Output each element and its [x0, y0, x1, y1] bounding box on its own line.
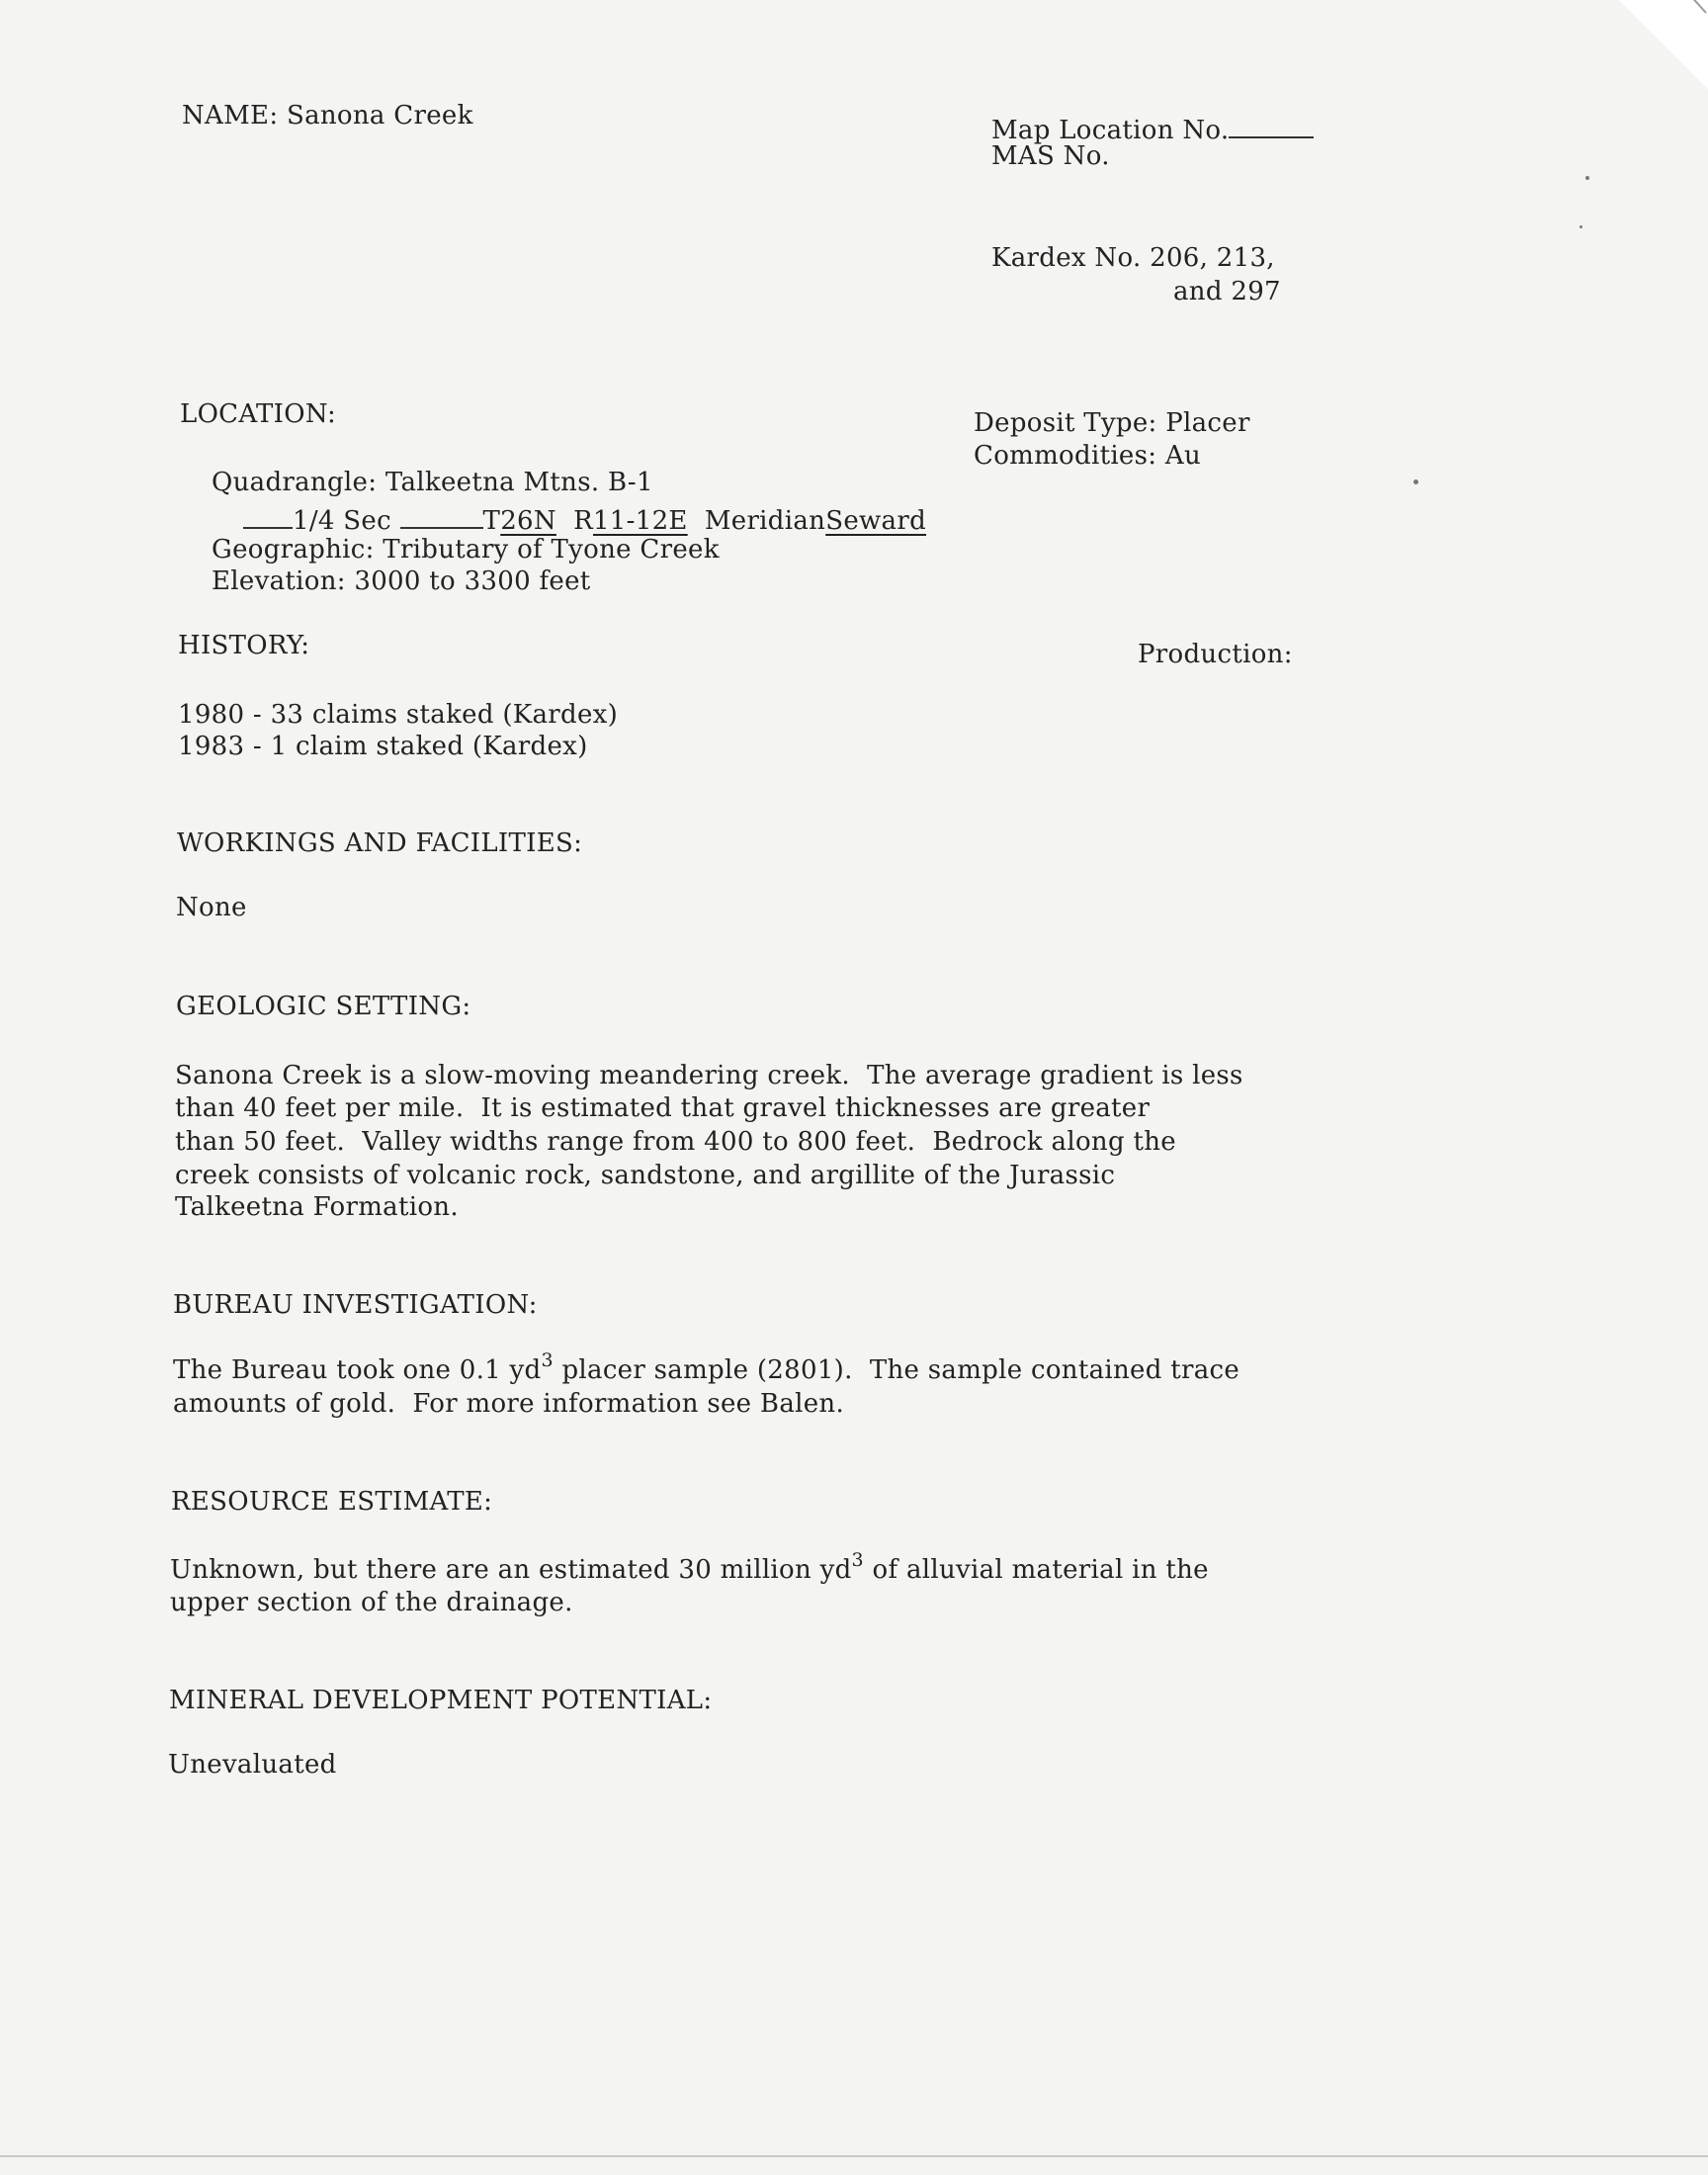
geographic-label: Geographic:: [212, 535, 375, 565]
kardex-field: [991, 241, 1275, 275]
quarter-blank: [243, 499, 293, 529]
commodities-label: Commodities:: [974, 441, 1157, 471]
workings-heading: WORKINGS AND FACILITIES:: [177, 828, 583, 858]
mineral-text: Unevaluated: [168, 1750, 337, 1780]
cubic-superscript: 3: [541, 1349, 554, 1372]
quadrangle-value: Talkeetna Mtns. B-1: [384, 468, 653, 497]
scan-speck: [1413, 479, 1418, 484]
meridian-label: Meridian: [704, 506, 826, 536]
bureau-heading: BUREAU INVESTIGATION:: [173, 1290, 538, 1320]
geographic-field: [212, 533, 720, 566]
history-entry: 1983 - 1 claim staked (Kardex): [178, 732, 588, 761]
scan-speck: [1585, 176, 1589, 180]
quarter-sec-label: 1/4 Sec: [293, 506, 391, 536]
production-label: Production:: [1138, 640, 1293, 669]
elevation-label: Elevation:: [212, 566, 346, 596]
mas-label: MAS No.: [991, 141, 1110, 171]
elevation-field: [212, 565, 591, 598]
location-heading: LOCATION:: [180, 399, 337, 429]
bureau-line: amounts of gold. For more information see Balen.: [173, 1389, 845, 1419]
geologic-line: Talkeetna Formation.: [175, 1192, 459, 1222]
map-location-label: Map Location No.: [991, 116, 1230, 145]
quadrangle-field: [212, 466, 653, 499]
meridian-value: Seward: [825, 506, 927, 536]
geographic-value: Tributary of Tyone Creek: [383, 535, 720, 565]
geologic-heading: GEOLOGIC SETTING:: [176, 992, 471, 1021]
bureau-line-part: placer sample (2801). The sample contained trace: [553, 1355, 1240, 1385]
range-label: R: [573, 506, 593, 536]
resource-line-part: of alluvial material in the: [863, 1555, 1209, 1585]
quadrangle-label: Quadrangle:: [212, 468, 378, 497]
deposit-type-field: [974, 406, 1250, 440]
history-heading: HISTORY:: [178, 631, 310, 660]
range-value: 11-12E: [592, 506, 688, 536]
folded-corner: [1619, 0, 1708, 89]
geologic-line: Sanona Creek is a slow-moving meandering creek. The average gradient is less: [175, 1061, 1243, 1090]
history-entry: 1980 - 33 claims staked (Kardex): [178, 700, 619, 730]
deposit-type-label: Deposit Type:: [974, 408, 1157, 438]
geologic-line: than 40 feet per mile. It is estimated that gravel thicknesses are greater: [175, 1093, 1151, 1123]
deposit-type-value: Placer: [1165, 408, 1250, 438]
scan-bottom-edge: [0, 2155, 1708, 2157]
resource-line: [170, 1549, 1209, 1587]
township-label: T: [482, 506, 501, 536]
bureau-line-part: The Bureau took one 0.1 yd: [173, 1355, 542, 1385]
section-blank: [400, 499, 483, 529]
map-location-blank: [1229, 107, 1314, 138]
kardex-label: Kardex No.: [991, 243, 1142, 273]
cubic-superscript: 3: [851, 1549, 864, 1572]
commodities-field: [974, 439, 1201, 473]
mineral-heading: MINERAL DEVELOPMENT POTENTIAL:: [169, 1686, 713, 1715]
scan-speck: [1580, 225, 1582, 228]
name-label: NAME:: [182, 101, 279, 130]
elevation-value: 3000 to 3300 feet: [354, 566, 591, 596]
workings-text: None: [176, 893, 247, 922]
name-value: Sanona Creek: [286, 101, 473, 130]
township-value: 26N: [500, 506, 556, 536]
resource-heading: RESOURCE ESTIMATE:: [171, 1487, 493, 1517]
bureau-line: [173, 1349, 1240, 1387]
resource-line: upper section of the drainage.: [170, 1588, 573, 1617]
kardex-value-line1: 206, 213,: [1150, 243, 1275, 273]
geologic-line: creek consists of volcanic rock, sandstone, and argillite of the Jurassic: [175, 1161, 1116, 1190]
resource-line-part: Unknown, but there are an estimated 30 million yd: [170, 1555, 852, 1585]
kardex-value-line2: and 297: [1173, 277, 1281, 306]
commodities-value: Au: [1164, 441, 1202, 471]
name-field: [182, 99, 473, 132]
geologic-line: than 50 feet. Valley widths range from 400 to 800 feet. Bedrock along the: [175, 1127, 1176, 1157]
